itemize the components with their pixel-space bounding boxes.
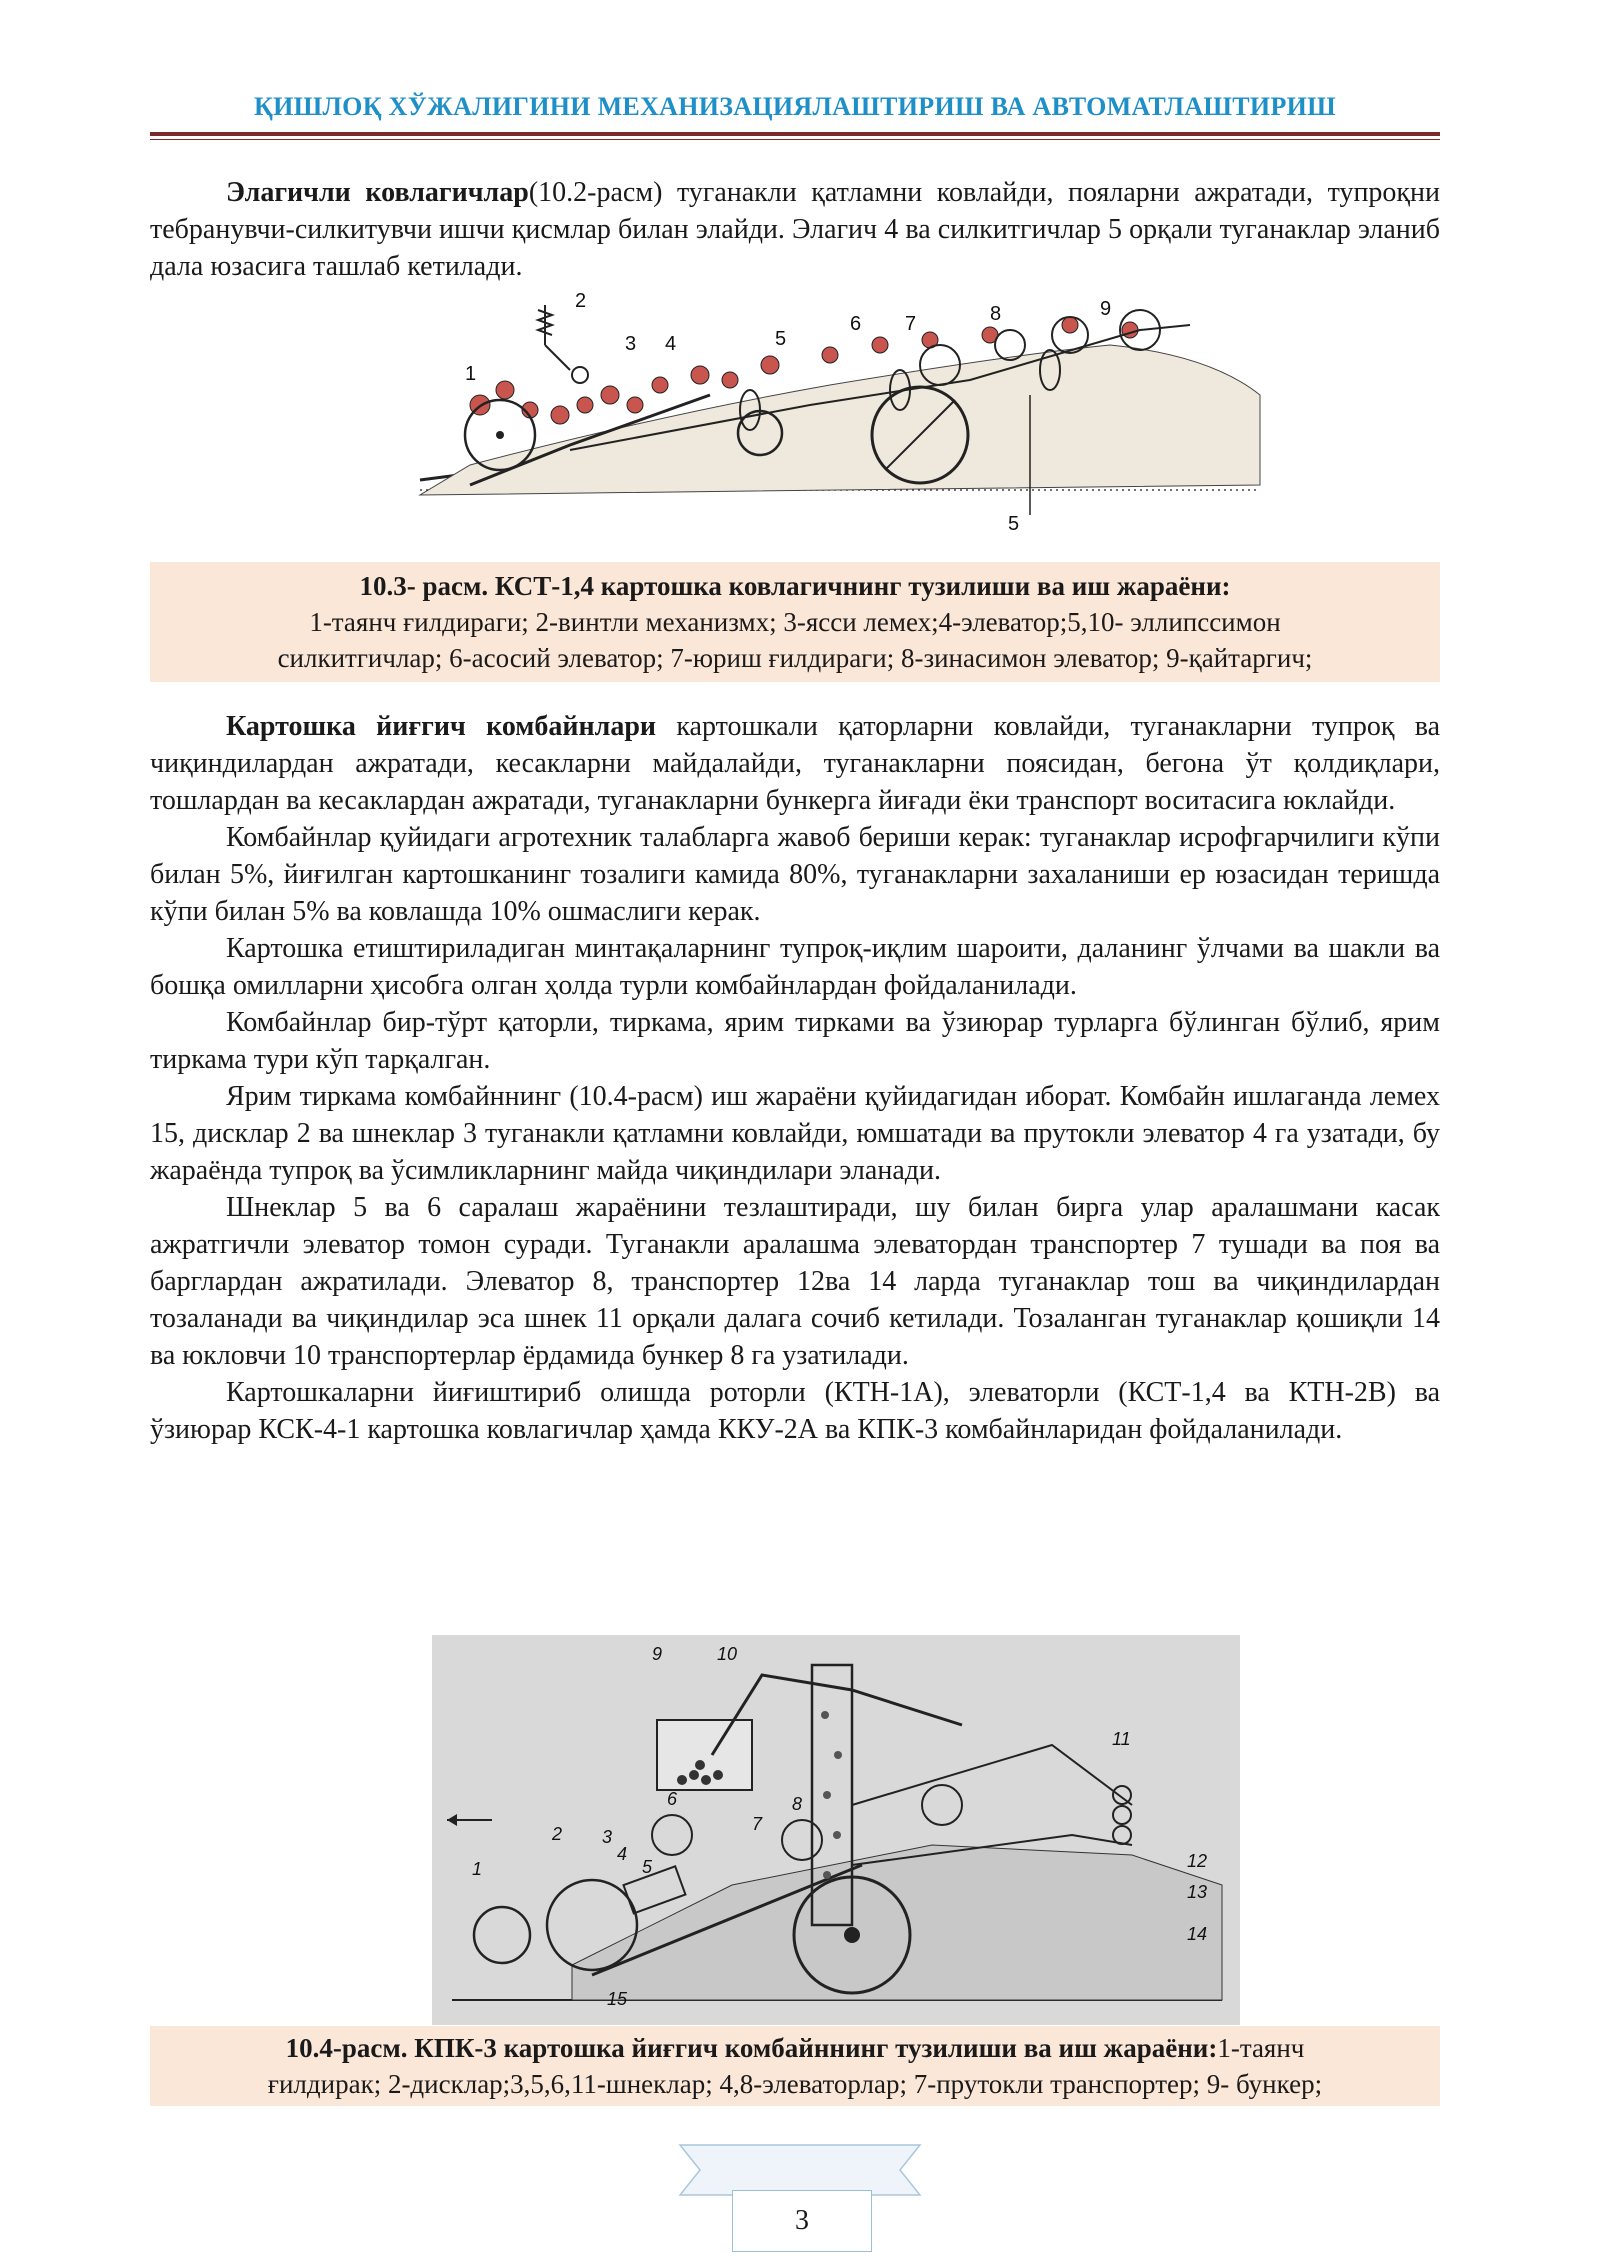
figure-caption-1 [150, 562, 1440, 682]
fig1-label-8: 8 [990, 303, 1002, 325]
fig2-label-15: 15 [607, 1989, 628, 2009]
fig2-label-1: 1 [472, 1859, 483, 1879]
fig1-label-5: 5 [775, 328, 787, 350]
fig2-label-11: 11 [1112, 1729, 1131, 1749]
fig2-label-3: 3 [602, 1827, 613, 1847]
figure-kpk-combine [432, 1635, 1240, 2025]
fig2-label-4: 4 [617, 1844, 628, 1864]
caption2-line2: ғилдирак; 2-дисклар;3,5,6,11-шнеклар; 4,8-элеваторлар; 7-прутокли транспортер; 9- бункер; [267, 2069, 1323, 2099]
body-text [150, 708, 1440, 1448]
fig2-label-12: 12 [1187, 1851, 1208, 1871]
fig1-label-4: 4 [665, 333, 677, 355]
p4-text: Комбайнлар бир-тўрт қаторли, тиркама, ярим тирками ва ўзиюрар турларга бўлинган бўлиб, ярим тиркама тури кўп тарқалган. [150, 1007, 1440, 1075]
running-header: ҚИШЛОҚ ХЎЖАЛИГИНИ МЕХАНИЗАЦИЯЛАШТИРИШ ВА АВТОМАТЛАШТИРИШ [253, 92, 1337, 121]
p7-text: Картошкаларни йиғиштириб олишда роторли (КТН-1А), элеваторли (КСТ-1,4 ва КТН-2В) ва ўзиюрар КСК-4-1 картошка ковлагичлар ҳамда ККУ-2А ва КПК-3 комбайнларидан фойдаланилади. [150, 1377, 1440, 1445]
fig2-label-2: 2 [552, 1824, 563, 1844]
fig2-label-8: 8 [792, 1794, 803, 1814]
intro-paragraph [150, 174, 1440, 285]
caption2-title: 10.4-расм. КПК-3 картошка йиғгич комбайннинг тузилиши ва иш жараёни: [285, 2033, 1218, 2063]
header-rule-thin [150, 139, 1440, 140]
fig2-label-9: 9 [652, 1644, 663, 1664]
caption1-line1: 1-таянч ғилдираги; 2-винтли механизмх; 3-ясси лемех;4-элеватор;5,10- эллипссимон [309, 607, 1281, 637]
fig2-label-14: 14 [1187, 1924, 1208, 1944]
p1-text: картошкали қаторларни ковлайди, туганакларни тупроқ ва чиқиндилардан ажратади, кесакларни майдалайди, туганакларни поясидан, бегона ўт қолдиқлари, тошлардан ва кесаклардан ажратади, туганакларни бункерга йиғади ёки транспорт воситасига юклайди. [150, 711, 1440, 816]
caption1-line2: силкитгичлар; 6-асосий элеватор; 7-юриш ғилдираги; 8-зинасимон элеватор; 9-қайтаргич; [277, 643, 1313, 673]
header-rule [150, 132, 1440, 136]
intro-term: Элагичли ковлагичлар [226, 177, 529, 208]
fig1-label-6: 6 [850, 313, 862, 335]
figure-kst-digger [410, 285, 1270, 535]
p5-text: Ярим тиркама комбайннинг (10.4-расм) иш жараёни қуйидагидан иборат. Комбайн ишлаганда лемех 15, дисклар 2 ва шнеклар 3 туганакли қатламни ковлайди, юмшатади ва прутокли элеватор 4 га узатади, бу жараёнда тупроқ ва ўсимликларнинг майда чиқиндилари эланади. [150, 1081, 1440, 1186]
figure-caption-2 [150, 2026, 1440, 2106]
fig1-label-5b: 5 [1008, 513, 1020, 535]
p1-term: Картошка йиғгич комбайнлари [226, 711, 657, 742]
fig1-label-1: 1 [465, 363, 477, 385]
fig2-label-6: 6 [667, 1789, 678, 1809]
p6-text: Шнеклар 5 ва 6 саралаш жараёнини тезлаштиради, шу билан бирга улар аралашмани касак ажратгичли элеватор томон суради. Туганакли аралашма элеватордан транспортер 7 тушади ва поя ва барглардан ажратилади. Элеватор 8, транспортер 12ва 14 ларда туганаклар тош ва чиқиндилардан тозаланади ва чиқиндилар эса шнек 11 орқали далага сочиб кетилади. Тозаланган туганаклар қошиқли 14 ва юкловчи 10 транспортерлар ёрдамида бункер 8 га узатилади. [150, 1192, 1440, 1371]
p3-text: Картошка етиштириладиган минтақаларнинг тупроқ-иқлим шароити, даланинг ўлчами ва шакли ва бошқа омилларни ҳисобга олган ҳолда турли комбайнлардан фойдаланилади. [150, 933, 1440, 1001]
p2-text: Комбайнлар қуйидаги агротехник талабларга жавоб бериши керак: туганаклар исрофгарчилиги кўпи билан 5%, йиғилган картошканинг тозалиги камида 80%, туганакларни захаланиши ер юзасидан теришда кўпи билан 5% ва ковлашда 10% ошмаслиги керак. [150, 822, 1440, 927]
fig1-label-3: 3 [625, 333, 637, 355]
fig2-label-7: 7 [752, 1814, 763, 1834]
caption2-line1: 1-таянч [1217, 2033, 1305, 2063]
page-number: 3 [732, 2190, 872, 2252]
fig2-label-5: 5 [642, 1857, 653, 1877]
fig2-label-13: 13 [1187, 1882, 1208, 1902]
fig1-label-2: 2 [575, 290, 587, 312]
caption1-title: 10.3- расм. КСТ-1,4 картошка ковлагичнинг тузилиши ва иш жараёни: [359, 571, 1231, 601]
fig1-label-9: 9 [1100, 298, 1112, 320]
fig1-label-7: 7 [905, 313, 917, 335]
fig2-label-10: 10 [717, 1644, 738, 1664]
intro-text: (10.2-расм) туганакли қатламни ковлайди, пояларни ажратади, тупроқни тебранувчи-силкитувчи ишчи қисмлар билан элайди. Элагич 4 ва силкитгичлар 5 орқали туганаклар эланиб дала юзасига ташлаб кетилади. [150, 177, 1441, 282]
